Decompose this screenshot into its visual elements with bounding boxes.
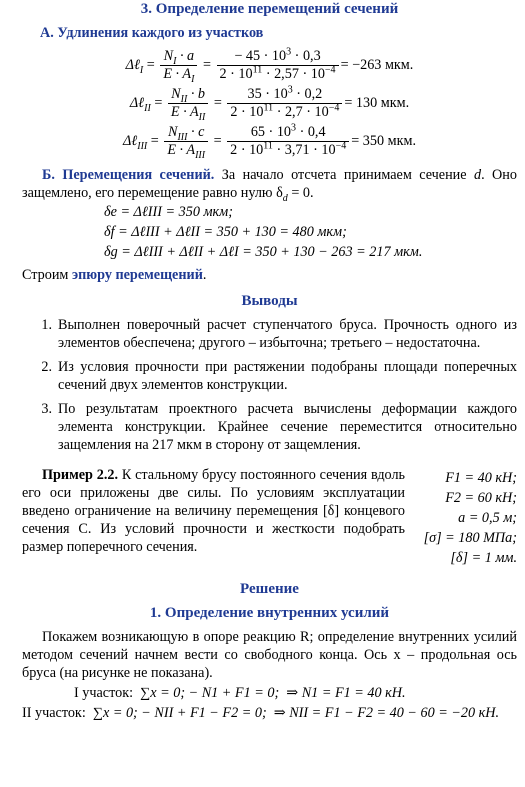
given-data: F1 = 40 кН; F2 = 60 кН; a = 0,5 м; [σ] = 180 МПа; [δ] = 1 мм. (423, 470, 517, 566)
displacement-f: δf = ΔℓIII + ΔℓII = 350 + 130 = 480 мкм; (104, 224, 347, 240)
segment-1-equation: I участок: ∑x = 0; − N1 + F1 = 0; ⇒ N1 = F1 = 40 кН. (74, 685, 406, 701)
list-item: 3. По результатам проектного расчета вычислены деформации каждого элемента конструкции. Крайнее сечение переместится относительно защемления на 217 мкм в сторону от защемления. (41, 401, 517, 453)
eq3-fraction-numeric: $\frac{65 \cdot 10^3 \cdot 0,4}{2 \cdot 10^{11} \cdot 3,71 \cdot 10^{-4}}$ (227, 124, 349, 159)
eq2-fraction-symbolic: $\frac{N_{II} \cdot b}{E \cdot A_{II}}$ (168, 86, 208, 121)
solution-title: Решение (240, 581, 299, 597)
eq1-fraction-numeric: $\frac{- 45 \cdot 10^3 \cdot 0,3}{2 \cdot 10^{11} \cdot 2,57 \cdot 10^{-4}}$ (217, 48, 339, 83)
conclusions-list (22, 316, 517, 454)
segment-2-equation: II участок: ∑x = 0; − NII + F1 − F2 = 0; ⇒ NII = F1 − F2 = 40 − 60 = −20 кН. (22, 705, 500, 721)
subsection-b-paragraph: Б. Перемещения сечений. За начало отсчета принимаем сечение d. Оно защемлено, его перемещение равно нулю $\delta_d = 0$. (22, 167, 517, 204)
section-title-displacements: 3. Определение перемещений сечений (140, 1, 399, 17)
eq1-result: = −263 мкм. (340, 57, 414, 73)
subsection-a-title: А. Удлинения каждого из участков (40, 25, 264, 41)
example-block (22, 466, 517, 568)
displacement-g: δg = ΔℓIII + ΔℓII + ΔℓI = 350 + 130 − 263 = 217 мкм. (104, 244, 423, 260)
conclusions-title: Выводы (241, 293, 298, 309)
example-label: Пример 2.2. (42, 467, 119, 483)
list-item: 2. Из условия прочности при растяжении подобраны площади поперечных сечений двух элементов конструкции. (41, 359, 517, 393)
epure-link: эпюру перемещений (71, 267, 203, 283)
section-title-internal-forces: 1. Определение внутренних усилий (149, 605, 390, 621)
example-text: Пример 2.2. К стальному брусу постоянного сечения вдоль его оси приложены две силы. По условиям эксплуатации введено ограничение на величину перемещения [δ] концевого сечения C. Из условий прочности и жесткости подобрать размер поперечного сечения. (22, 467, 405, 555)
solution-paragraph: Покажем возникающую в опоре реакцию R; определение внутренних усилий методом сечений начнем вести со свободного конца. Ось x – продольная ось бруса (на рисунке не показана). (22, 629, 517, 681)
list-item: 1. Выполнен поверочный расчет ступенчатого бруса. Прочность одного из элементов обеспечена; другого – избыточна; третьего – недостаточна. (41, 317, 517, 351)
equation-elongation-3: Δℓ$_{III}$ = $\frac{N_{III} \cdot c}{E \cdot A_{III}}$ = $\frac{65 \cdot 10^3 \cdot 0,4}{2 \cdot 10^{11} \cdot 3,71 \cdot 10^{-4}}$ = 350 мкм. (122, 121, 416, 161)
epure-line: Строим эпюру перемещений. (22, 267, 207, 283)
displacement-e: δe = ΔℓIII = 350 мкм; (104, 204, 233, 220)
eq3-result: = 350 мкм. (351, 133, 416, 149)
eq3-fraction-symbolic: $\frac{N_{III} \cdot c}{E \cdot A_{III}}$ (164, 124, 208, 159)
eq2-result: = 130 мкм. (344, 95, 410, 111)
equation-elongation-1: Δℓ$_I$ = $\frac{N_I \cdot a}{E \cdot A_I}$ = $\frac{- 45 \cdot 10^3 \cdot 0,3}{2 \cdot 10^{11} \cdot 2,57 \cdot 10^{-4}}$ = −263 мкм. (125, 45, 414, 85)
subsection-b-title: Б. Перемещения сечений. (42, 167, 215, 183)
eq1-fraction-symbolic: $\frac{N_I \cdot a}{E \cdot A_I}$ (160, 48, 197, 83)
eq1-lhs: Δℓ (125, 57, 140, 73)
equation-elongation-2: Δℓ$_{II}$ = $\frac{N_{II} \cdot b}{E \cdot A_{II}}$ = $\frac{35 \cdot 10^3 \cdot 0,2}{2 \cdot 10^{11} \cdot 2,7 \cdot 10^{-4}}$ = 130 мкм. (129, 83, 410, 123)
eq2-fraction-numeric: $\frac{35 \cdot 10^3 \cdot 0,2}{2 \cdot 10^{11} \cdot 2,7 \cdot 10^{-4}}$ (227, 86, 342, 121)
eq1-lhs-sub: I (139, 64, 144, 76)
